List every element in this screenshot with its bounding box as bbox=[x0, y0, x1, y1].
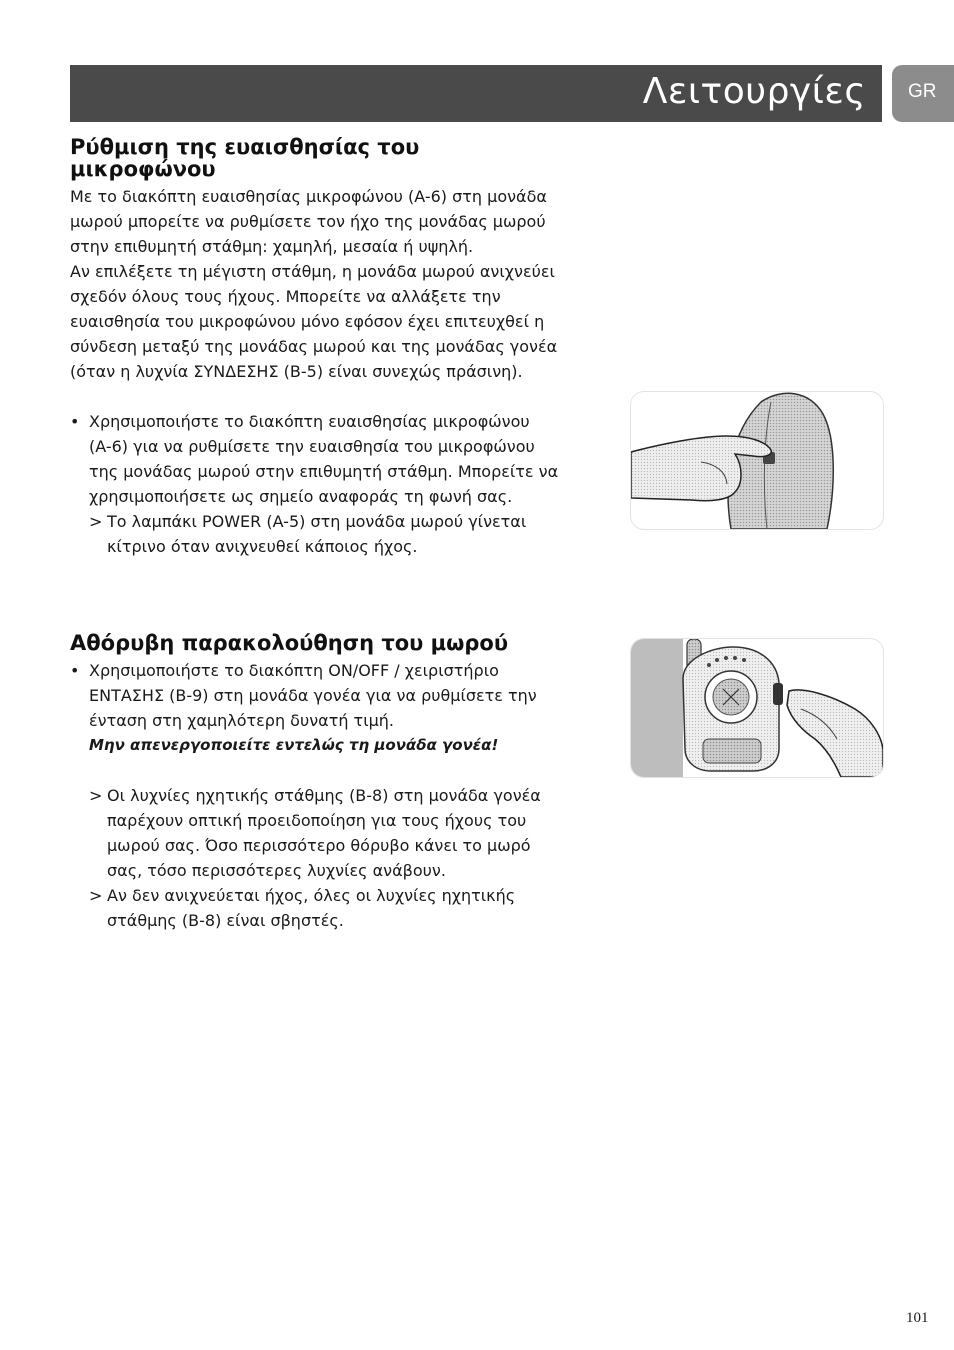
body-line: (όταν η λυχνία ΣΥΝΔΕΣΗΣ (B-5) είναι συνεχώς πράσινη). bbox=[70, 362, 523, 381]
body-line: Με το διακόπτη ευαισθησίας μικροφώνου (A-6) στη μονάδα bbox=[70, 187, 547, 206]
body-line: μωρού μπορείτε να ρυθμίσετε τον ήχο της μονάδας μωρού bbox=[70, 212, 546, 231]
language-tab bbox=[892, 65, 954, 122]
chapter-title: Λειτουργίες bbox=[642, 71, 866, 112]
section-heading-silent-monitoring: Αθόρυβη παρακολούθηση του μωρού bbox=[70, 631, 509, 655]
result-line: Αν δεν ανιχνεύεται ήχος, όλες οι λυχνίες ηχητικής bbox=[107, 886, 516, 905]
result-line: στάθμης (B-8) είναι σβηστές. bbox=[107, 911, 344, 930]
result-line: Οι λυχνίες ηχητικής στάθμης (B-8) στη μονάδα γονέα bbox=[107, 786, 541, 805]
result-line: μωρού σας. Όσο περισσότερο θόρυβο κάνει το μωρό bbox=[107, 836, 531, 855]
language-tab-label: GR bbox=[908, 81, 937, 102]
result-line: σας, τόσο περισσότερες λυχνίες ανάβουν. bbox=[107, 861, 446, 880]
bullet-line: χρησιμοποιήσετε ως σημείο αναφοράς τη φωνή σας. bbox=[89, 487, 513, 506]
body-line: Αν επιλέξετε τη μέγιστη στάθμη, η μονάδα μωρού ανιχνεύει bbox=[70, 262, 555, 281]
result-marker: > bbox=[89, 786, 103, 805]
instruction-bullet bbox=[70, 658, 610, 733]
illustration-parent-unit-volume bbox=[630, 638, 884, 778]
body-line: σύνδεση μεταξύ της μονάδας μωρού και της μονάδας γονέα bbox=[70, 337, 558, 356]
instruction-bullet bbox=[70, 409, 610, 509]
result-item bbox=[70, 509, 610, 559]
result-line: παρέχουν οπτική προειδοποίηση για τους ήχους του bbox=[107, 811, 527, 830]
bullet-line: της μονάδας μωρού στην επιθυμητή στάθμη. Μπορείτε να bbox=[89, 462, 559, 481]
body-line: ευαισθησία του μικροφώνου μόνο εφόσον έχει επιτευχθεί η bbox=[70, 312, 545, 331]
bullet-line: Χρησιμοποιήστε το διακόπτη ON/OFF / χειριστήριο bbox=[89, 661, 499, 680]
baby-unit-hand-drawing bbox=[631, 392, 883, 529]
result-item bbox=[70, 783, 610, 883]
result-marker: > bbox=[89, 886, 103, 905]
illustration-baby-unit-switch bbox=[630, 391, 884, 530]
bullet-line: Χρησιμοποιήστε το διακόπτη ευαισθησίας μικροφώνου bbox=[89, 412, 530, 431]
page-number: 101 bbox=[906, 1310, 929, 1326]
bullet-marker: • bbox=[70, 412, 80, 431]
result-marker: > bbox=[89, 512, 103, 531]
bullet-marker: • bbox=[70, 661, 80, 680]
result-line: Το λαμπάκι POWER (A-5) στη μονάδα μωρού γίνεται bbox=[107, 512, 527, 531]
bullet-line: ένταση στη χαμηλότερη δυνατή τιμή. bbox=[89, 711, 395, 730]
chapter-header-bar bbox=[70, 65, 882, 122]
body-line: σχεδόν όλους τους ήχους. Μπορείτε να αλλάξετε την bbox=[70, 287, 501, 306]
bullet-line: ΕΝΤΑΣΗΣ (B-9) στη μονάδα γονέα για να ρυθμίσετε την bbox=[89, 686, 537, 705]
section-heading-microphone-sensitivity: Ρύθμιση της ευαισθησίας του μικροφώνου bbox=[70, 135, 420, 181]
parent-unit-hand-drawing bbox=[631, 639, 883, 777]
bullet-line: (A-6) για να ρυθμίσετε την ευαισθησία του μικροφώνου bbox=[89, 437, 535, 456]
result-line: κίτρινο όταν ανιχνευθεί κάποιος ήχος. bbox=[107, 537, 418, 556]
body-line: στην επιθυμητή στάθμη: χαμηλή, μεσαία ή υψηλή. bbox=[70, 237, 474, 256]
section2-body bbox=[70, 658, 610, 933]
warning-note: Μην απενεργοποιείτε εντελώς τη μονάδα γονέα! bbox=[89, 736, 499, 754]
result-item bbox=[70, 883, 610, 933]
section1-body bbox=[70, 184, 610, 559]
